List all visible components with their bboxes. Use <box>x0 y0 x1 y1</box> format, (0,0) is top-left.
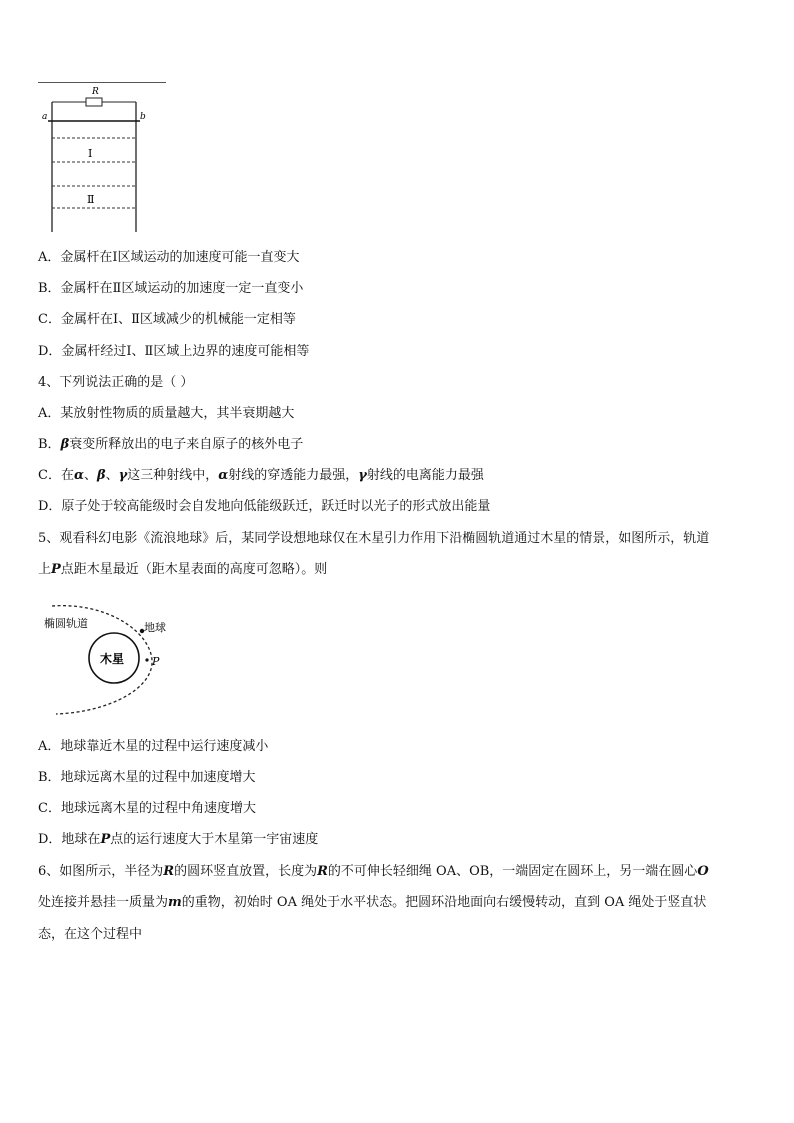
region-2-label: Ⅱ <box>87 193 95 206</box>
region-1-label: Ⅰ <box>88 147 93 160</box>
q5-option-c: C．地球远离木星的过程中角速度增大 <box>38 801 256 816</box>
q6-stem-line1: 6、如图所示，半径为R的圆环竖直放置，长度为R的不可伸长轻细绳 OA、OB，一端固定在圆环上，另一端在圆心O <box>38 864 709 879</box>
terminal-a-label: a <box>42 112 48 122</box>
q4-option-c: C．在α、β、γ这三种射线中，α射线的穿透能力最强，γ射线的电离能力最强 <box>38 468 484 483</box>
orbit-label: 椭圆轨道 <box>44 617 88 630</box>
jupiter-label: 木星 <box>100 652 125 666</box>
rail-resistor-diagram <box>36 84 156 234</box>
point-p-label: P <box>152 655 160 668</box>
q5-option-d: D．地球在P点的运行速度大于木星第一宇宙速度 <box>38 832 319 847</box>
earth-label: 地球 <box>144 621 166 634</box>
q3-option-b: B．金属杆在Ⅱ区域运动的加速度一定一直变小 <box>38 281 304 296</box>
q5-option-a: A．地球靠近木星的过程中运行速度减小 <box>38 739 269 754</box>
q3-option-a: A．金属杆在Ⅰ区域运动的加速度可能一直变大 <box>38 250 300 265</box>
q4-option-b: B．β衰变所释放出的电子来自原子的核外电子 <box>38 437 304 452</box>
q3-option-c: C．金属杆在Ⅰ、Ⅱ区域减少的机械能一定相等 <box>38 312 296 327</box>
top-divider <box>38 82 166 83</box>
q4-option-a: A．某放射性物质的质量越大，其半衰期越大 <box>38 406 295 421</box>
q5-option-b: B．地球远离木星的过程中加速度增大 <box>38 770 256 785</box>
terminal-b-label: b <box>140 112 146 122</box>
resistor-label: R <box>92 87 99 97</box>
q6-stem-line2: 处连接并悬挂一质量为m的重物，初始时 OA 绳处于水平状态。把圆环沿地面向右缓慢转动，直到 OA 绳处于竖直状 <box>38 895 707 910</box>
jupiter-orbit-diagram <box>38 600 172 718</box>
q5-stem-line2: 上P点距木星最近（距木星表面的高度可忽略）。则 <box>38 562 328 577</box>
q5-stem-line1: 5、观看科幻电影《流浪地球》后，某同学设想地球仅在木星引力作用下沿椭圆轨道通过木星的情景，如图所示，轨道 <box>38 531 710 546</box>
q3-option-d: D．金属杆经过Ⅰ、Ⅱ区域上边界的速度可能相等 <box>38 344 310 359</box>
q4-option-d: D．原子处于较高能级时会自发地向低能级跃迁，跃迁时以光子的形式放出能量 <box>38 499 491 514</box>
q4-stem: 4、下列说法正确的是（ ） <box>38 375 194 390</box>
q6-stem-line3: 态，在这个过程中 <box>38 927 143 942</box>
